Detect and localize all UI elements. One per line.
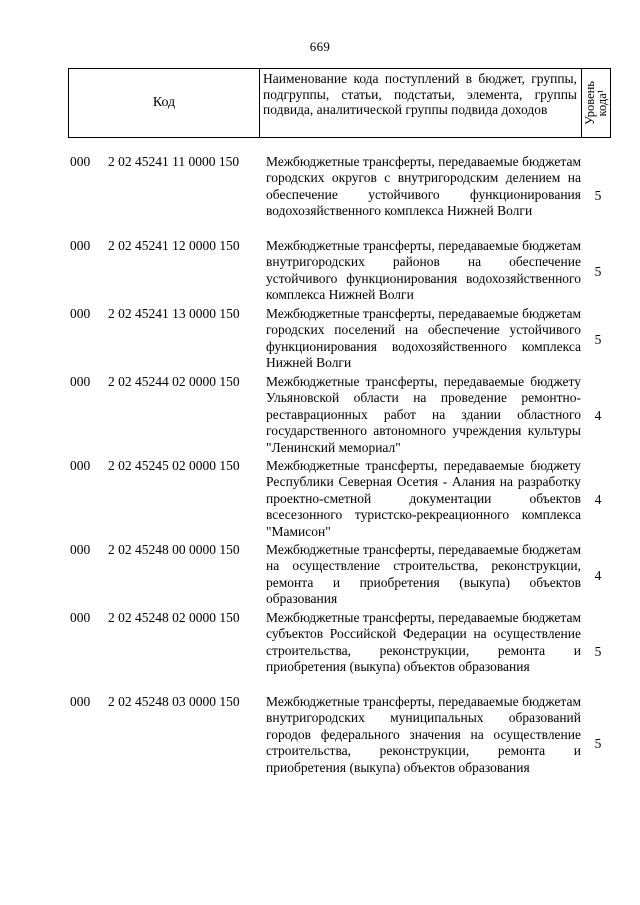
row-level: 4 [594,492,602,507]
row-description: Межбюджетные трансферты, передаваемые бюджетам городских поселений на обеспечение устойчивого функционирования водохозяйственного комплекса Нижней Волги [266,306,581,371]
row-code: 2 02 45248 00 0000 150 [108,542,240,557]
row-description: Межбюджетные трансферты, передаваемые бюджетам субъектов Российской Федерации на осуществление строительства, реконструкции, ремонта и приобретения (выкупа) объектов образования [266,610,581,675]
row-prefix: 000 [70,542,91,557]
table-row [70,374,615,458]
row-level: 5 [594,736,602,751]
row-description: Межбюджетные трансферты, передаваемые бюджету Республики Северная Осетия - Алания на разработку проектно-сметной документации объектов всесезонного туристско-рекреационного комплекса "Мамисон" [266,458,581,539]
row-prefix: 000 [70,306,91,321]
row-description: Межбюджетные трансферты, передаваемые бюджету Ульяновской области на проведение ремонтно-реставрационных работ на здании областного государственного автономного учреждения культуры "Ленинский мемориал" [266,374,581,455]
table-row [70,306,615,374]
table-body [70,154,615,794]
table-header [68,68,611,138]
table-row [70,238,615,306]
row-code: 2 02 45241 11 0000 150 [108,154,240,169]
row-description: Межбюджетные трансферты, передаваемые бюджетам городских округов с внутригородским делением на обеспечение устойчивого функционирования водохозяйственного комплекса Нижней Волги [266,154,581,219]
row-code: 2 02 45245 02 0000 150 [108,458,240,473]
table-row [70,154,615,238]
row-prefix: 000 [70,458,91,473]
row-level: 5 [594,264,602,279]
row-description: Межбюджетные трансферты, передаваемые бюджетам на осуществление строительства, реконструкции, ремонта и приобретения (выкупа) объектов образования [266,542,581,607]
row-prefix: 000 [70,238,91,253]
row-prefix: 000 [70,610,91,625]
table-row [70,458,615,542]
header-code: Код [69,69,260,137]
table-row [70,610,615,694]
row-prefix: 000 [70,374,91,389]
row-level: 5 [594,332,602,347]
row-level: 4 [594,568,602,583]
row-code: 2 02 45241 13 0000 150 [108,306,240,321]
row-level: 4 [594,408,602,423]
header-name: Наименование кода поступлений в бюджет, группы, подгруппы, статьи, подстатьи, элемента, группы подвида, аналитической группы подвида доходов [260,69,582,137]
row-code: 2 02 45248 03 0000 150 [108,694,240,709]
page-number: 669 [309,39,331,54]
row-code: 2 02 45241 12 0000 150 [108,238,240,253]
row-code: 2 02 45244 02 0000 150 [108,374,240,389]
row-prefix: 000 [70,154,91,169]
header-level [582,69,610,137]
row-level: 5 [594,644,602,659]
row-description: Межбюджетные трансферты, передаваемые бюджетам внутригородских муниципальных образований городов федерального значения на осуществление строительства, реконструкции, ремонта и приобретения (выкупа) объектов образования [266,694,581,775]
table-row [70,542,615,610]
row-code: 2 02 45248 02 0000 150 [108,610,240,625]
row-level: 5 [594,188,602,203]
row-description: Межбюджетные трансферты, передаваемые бюджетам внутригородских районов на обеспечение устойчивого функционирования водохозяйственного комплекса Нижней Волги [266,238,581,303]
row-prefix: 000 [70,694,91,709]
table-row [70,694,615,794]
header-level-label: Уровень кода¹ [583,80,609,126]
